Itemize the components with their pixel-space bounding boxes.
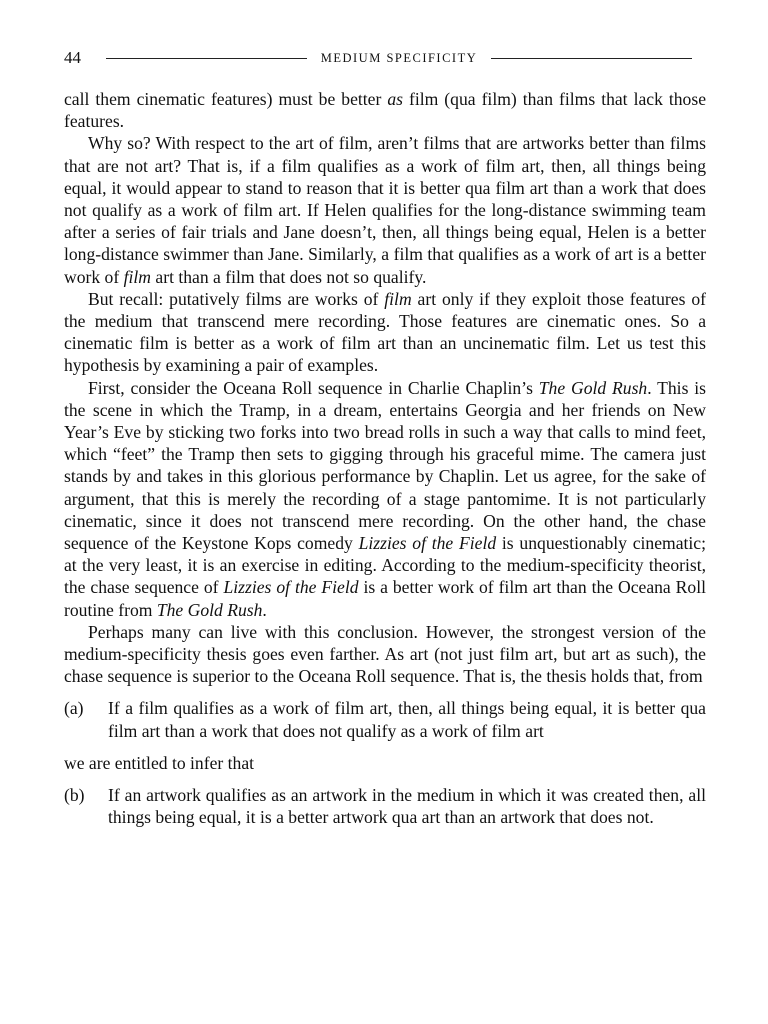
- page-number: 44: [64, 48, 81, 67]
- header-rule-right: [491, 58, 692, 59]
- italic-text: The Gold Rush: [156, 599, 263, 620]
- item-label: (a): [64, 698, 84, 719]
- text-run: art only if they exploit those features of the medium that transcend mere recording. Those features are cinematic ones. So a cinematic film is better as a work of film art than an uncinematic film. Let us test this hypothesis by examining a pair of examples.: [64, 288, 706, 376]
- text-run: .: [262, 599, 267, 620]
- book-page: [64, 44, 706, 839]
- connector-text: we are entitled to infer that: [64, 752, 255, 773]
- text-run: film (qua film) than films that lack those features.: [64, 89, 707, 132]
- text-run: is a better work of film art than the Oceana Roll routine from: [64, 577, 706, 620]
- text-run: is unquestionably cinematic; at the very least, it is an exercise in editing. According to the medium-specificity theorist, the chase sequence of: [64, 533, 706, 598]
- paragraph: [64, 88, 706, 132]
- item-label: (b): [64, 785, 85, 806]
- text-run: But recall: putatively films are works of: [88, 288, 385, 309]
- italic-text: film: [123, 266, 151, 287]
- item-text: If a film qualifies as a work of film art, then, all things being equal, it is better qua film art than a work that does not qualify as a work of film art: [108, 698, 706, 741]
- text-run: art than a film that does not so qualify.: [151, 266, 427, 287]
- paragraph: [64, 621, 706, 688]
- paragraph: [64, 132, 706, 287]
- italic-text: Lizzies of the Field: [358, 533, 497, 554]
- text-run: . This is the scene in which the Tramp, in a dream, entertains Georgia and her friends on New Year’s Eve by sticking two forks into two bread rolls in such a way that calls to mind feet, which “feet” the Tramp then sets to gigging through his graceful mime. The camera just stands by and takes in this glorious performance by Chaplin. Let us agree, for the sake of argument, that this is merely the recording of a stage pantomime. It is not particularly cinematic, since it does not transcend mere recording. On the other hand, the chase sequence of the Keystone Kops comedy: [64, 377, 706, 554]
- italic-text: film: [384, 288, 412, 309]
- text-run: Perhaps many can live with this conclusion. However, the strongest version of the medium-specificity thesis goes even farther. As art (not just film art, but art as such), the chase sequence is superior to the Oceana Roll sequence. That is, the thesis holds that, from: [64, 621, 706, 687]
- body-text: [64, 88, 706, 829]
- text-run: First, consider the Oceana Roll sequence in Charlie Chaplin’s: [88, 377, 539, 398]
- italic-text: as: [387, 89, 403, 109]
- header-rule-left: [106, 58, 307, 59]
- paragraph: [64, 288, 706, 377]
- italic-text: Lizzies of the Field: [223, 577, 359, 598]
- running-head: MEDIUM SPECIFICITY: [320, 50, 478, 65]
- text-run: call them cinematic features) must be better: [64, 89, 388, 109]
- text-run: Why so? With respect to the art of film, aren’t films that are artworks better than films that are not art? That is, if a film qualifies as a work of film art, then, all things being equal, it would appear to stand to reason that it is better qua film art than a work that does not qualify as a work of film art. If Helen qualifies for the long-distance swimming team after a series of fair trials and Jane doesn’t, then, all things being equal, Helen is a better long-distance swimmer than Jane. Similarly, a film that qualifies as a work of art is a better work of: [64, 133, 706, 287]
- paragraph: [64, 377, 706, 621]
- item-text: If an artwork qualifies as an artwork in the medium in which it was created then, all things being equal, it is a better artwork qua art than an artwork that does not.: [108, 785, 706, 828]
- numbered-item-a: [64, 697, 706, 741]
- italic-text: The Gold Rush: [538, 377, 648, 398]
- page-header: [64, 44, 706, 72]
- numbered-item-b: [64, 784, 706, 828]
